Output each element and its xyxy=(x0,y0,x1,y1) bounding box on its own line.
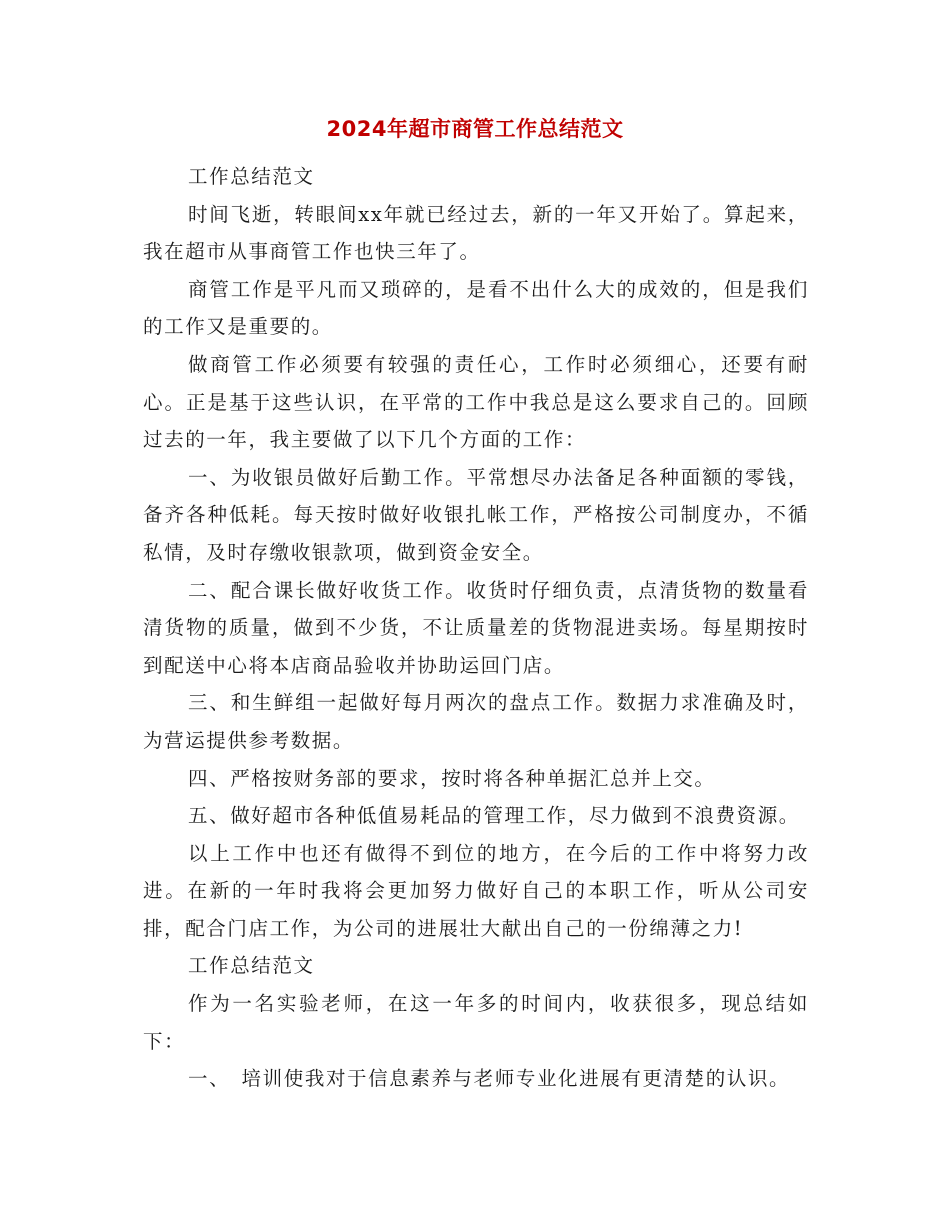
paragraph-item-2: 二、配合课长做好收货工作。收货时仔细负责，点清货物的数量看清货物的质量，做到不少货，不让质量差的货物混进卖场。每星期按时到配送中心将本店商品验收并协助运回门店。 xyxy=(143,578,809,677)
paragraph-item-3: 三、和生鲜组一起做好每月两次的盘点工作。数据力求准确及时，为营运提供参考数据。 xyxy=(143,691,809,752)
paragraph-item-4: 四、严格按财务部的要求，按时将各种单据汇总并上交。 xyxy=(188,766,716,790)
paragraph-item-1: 一、为收银员做好后勤工作。平常想尽办法备足各种面额的零钱，备齐各种低耗。每天按时做好收银扎帐工作，严格按公司制度办，不循私情，及时存缴收银款项，做到资金安全。 xyxy=(143,465,809,564)
document-title: 2024年超市商管工作总结范文 xyxy=(326,117,624,141)
paragraph-item-1b: 一、 培训使我对于信息素养与老师专业化进展有更清楚的认识。 xyxy=(188,1067,791,1091)
paragraph: 以上工作中也还有做得不到位的地方，在今后的工作中将努力改进。在新的一年时我将会更加努力做好自己的本职工作，听从公司安排，配合门店工作，为公司的进展壮大献出自己的一份绵薄之力! xyxy=(143,841,809,940)
paragraph: 做商管工作必须要有较强的责任心，工作时必须细心，还要有耐心。正是基于这些认识，在平常的工作中我总是这么要求自己的。回顾过去的一年，我主要做了以下几个方面的工作： xyxy=(143,352,809,452)
paragraph-heading-1: 工作总结范文 xyxy=(188,165,315,188)
paragraph-item-5: 五、做好超市各种低值易耗品的管理工作，尽力做到不浪费资源。 xyxy=(188,804,800,828)
document-body xyxy=(143,158,809,1098)
paragraph-heading-2: 工作总结范文 xyxy=(188,954,315,978)
paragraph: 时间飞逝，转眼间xx年就已经过去，新的一年又开始了。算起来，我在超市从事商管工作也快三年了。 xyxy=(143,202,809,264)
paragraph: 作为一名实验老师，在这一年多的时间内，收获很多，现总结如下： xyxy=(143,992,809,1053)
paragraph: 商管工作是平凡而又琐碎的，是看不出什么大的成效的，但是我们的工作又是重要的。 xyxy=(143,277,809,339)
